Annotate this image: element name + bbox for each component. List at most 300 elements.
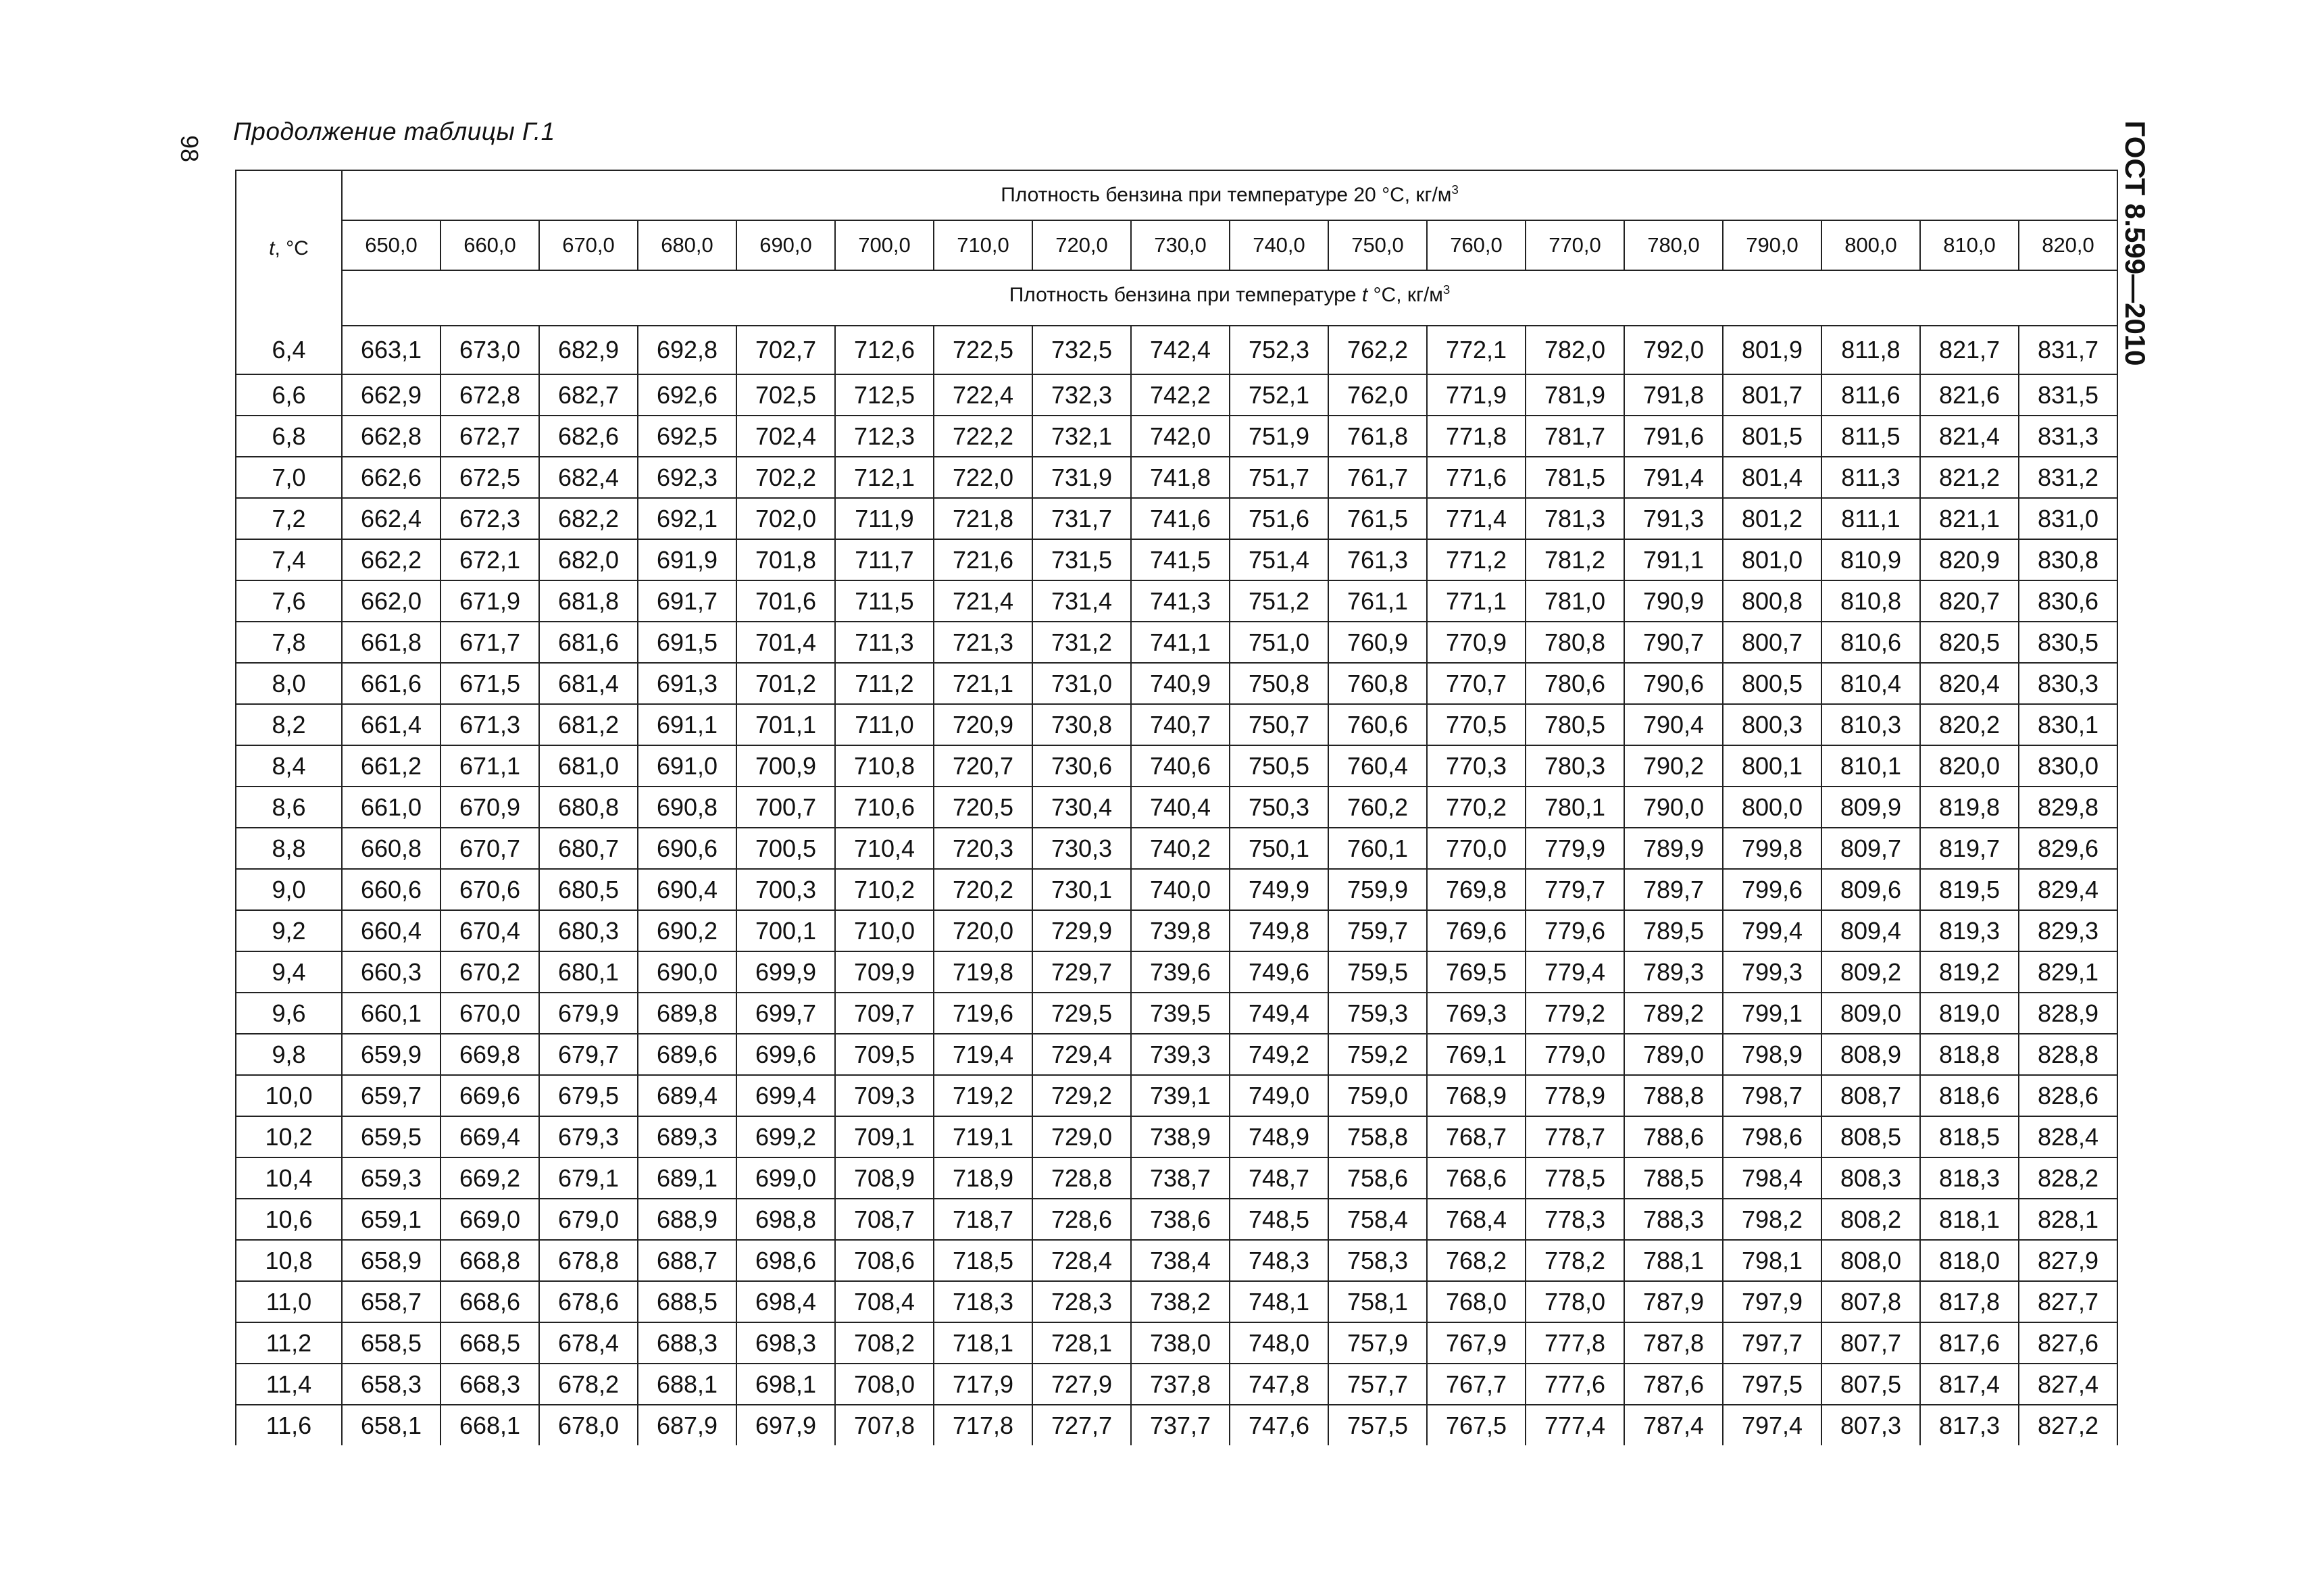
density-cell: 701,2 [736,663,835,704]
density-cell: 689,6 [638,1034,736,1075]
density-cell: 790,6 [1624,663,1723,704]
density-cell: 738,6 [1131,1199,1230,1240]
density-cell: 660,3 [342,951,441,993]
density-cell: 761,5 [1328,498,1427,539]
density-cell: 672,7 [441,416,539,457]
density-cell: 719,8 [934,951,1032,993]
density-cell: 798,9 [1723,1034,1821,1075]
density-cell: 718,5 [934,1240,1032,1281]
density-cell: 750,5 [1230,745,1328,787]
density-cell: 749,9 [1230,869,1328,910]
density-cell: 798,6 [1723,1116,1821,1157]
density-cell: 671,3 [441,704,539,745]
density-header-cell: 700,0 [835,220,934,270]
density-cell: 680,8 [539,787,638,828]
density-cell: 749,6 [1230,951,1328,993]
density-cell: 791,6 [1624,416,1723,457]
density-cell: 809,6 [1821,869,1920,910]
density-cell: 688,9 [638,1199,736,1240]
temperature-cell: 11,2 [236,1322,342,1364]
density-cell: 830,8 [2019,539,2117,580]
table-row [236,1075,2117,1116]
density-cell: 712,6 [835,326,934,374]
density-cell: 748,5 [1230,1199,1328,1240]
density-cell: 718,9 [934,1157,1032,1199]
density-cell: 688,5 [638,1281,736,1322]
temperature-cell: 7,4 [236,539,342,580]
density-cell: 699,2 [736,1116,835,1157]
density-cell: 778,5 [1526,1157,1624,1199]
density-cell: 692,1 [638,498,736,539]
density-cell: 702,2 [736,457,835,498]
density-cell: 759,2 [1328,1034,1427,1075]
density-cell: 818,8 [1920,1034,2019,1075]
density-cell: 780,6 [1526,663,1624,704]
density-cell: 778,0 [1526,1281,1624,1322]
temperature-cell: 6,4 [236,326,342,374]
density-cell: 708,7 [835,1199,934,1240]
density-cell: 702,0 [736,498,835,539]
density-cell: 682,2 [539,498,638,539]
density-cell: 740,2 [1131,828,1230,869]
density-cell: 729,7 [1032,951,1131,993]
density-cell: 811,1 [1821,498,1920,539]
density-cell: 810,8 [1821,580,1920,622]
density-header-cell: 650,0 [342,220,441,270]
density-cell: 787,9 [1624,1281,1723,1322]
density-cell: 790,2 [1624,745,1723,787]
density-header-cell: 780,0 [1624,220,1723,270]
density-cell: 787,8 [1624,1322,1723,1364]
density-cell: 762,2 [1328,326,1427,374]
density-cell: 742,2 [1131,374,1230,416]
density-cell: 768,2 [1427,1240,1526,1281]
density-cell: 661,0 [342,787,441,828]
density-cell: 658,7 [342,1281,441,1322]
density-cell: 699,9 [736,951,835,993]
density-cell: 769,3 [1427,993,1526,1034]
density-cell: 777,4 [1526,1405,1624,1445]
density-cell: 728,8 [1032,1157,1131,1199]
density-cell: 741,8 [1131,457,1230,498]
density-cell: 779,6 [1526,910,1624,951]
density-cell: 809,0 [1821,993,1920,1034]
density-cell: 740,9 [1131,663,1230,704]
density-cell: 789,2 [1624,993,1723,1034]
density-cell: 809,9 [1821,787,1920,828]
density-cell: 669,8 [441,1034,539,1075]
density-cell: 829,4 [2019,869,2117,910]
density-cell: 809,7 [1821,828,1920,869]
density-cell: 671,5 [441,663,539,704]
density-cell: 817,4 [1920,1364,2019,1405]
temperature-column-header [236,170,342,326]
density-cell: 689,4 [638,1075,736,1116]
density-cell: 818,3 [1920,1157,2019,1199]
density-cell: 770,5 [1427,704,1526,745]
table-caption: Продолжение таблицы Г.1 [233,118,555,145]
density-cell: 750,3 [1230,787,1328,828]
density-cell: 709,3 [835,1075,934,1116]
density-cell: 691,1 [638,704,736,745]
temperature-cell: 7,0 [236,457,342,498]
density-cell: 722,5 [934,326,1032,374]
density-cell: 817,3 [1920,1405,2019,1445]
density-cell: 741,1 [1131,622,1230,663]
density-cell: 768,0 [1427,1281,1526,1322]
density-cell: 690,6 [638,828,736,869]
density-cell: 791,1 [1624,539,1723,580]
density-cell: 760,2 [1328,787,1427,828]
density-cell: 670,0 [441,993,539,1034]
density-cell: 671,7 [441,622,539,663]
density-cell: 670,4 [441,910,539,951]
density-header-cell: 750,0 [1328,220,1427,270]
density-cell: 798,7 [1723,1075,1821,1116]
density-cell: 780,8 [1526,622,1624,663]
density-cell: 669,0 [441,1199,539,1240]
density-cell: 720,7 [934,745,1032,787]
density-cell: 749,0 [1230,1075,1328,1116]
density-cell: 801,0 [1723,539,1821,580]
density-cell: 768,4 [1427,1199,1526,1240]
density-cell: 660,6 [342,869,441,910]
density-20c-header-sup: 3 [1451,182,1459,197]
table-row [236,326,2117,374]
density-cell: 779,0 [1526,1034,1624,1075]
density-cell: 658,9 [342,1240,441,1281]
density-cell: 779,4 [1526,951,1624,993]
density-cell: 821,4 [1920,416,2019,457]
density-cell: 738,2 [1131,1281,1230,1322]
table-row [236,416,2117,457]
density-cell: 821,7 [1920,326,2019,374]
density-cell: 801,4 [1723,457,1821,498]
density-cell: 718,1 [934,1322,1032,1364]
table-row [236,1157,2117,1199]
density-cell: 710,0 [835,910,934,951]
density-cell: 827,4 [2019,1364,2117,1405]
density-cell: 688,7 [638,1240,736,1281]
density-cell: 739,6 [1131,951,1230,993]
density-cell: 742,4 [1131,326,1230,374]
header-gap [342,320,2117,326]
density-cell: 662,2 [342,539,441,580]
density-cell: 681,2 [539,704,638,745]
density-cell: 681,6 [539,622,638,663]
density-cell: 762,0 [1328,374,1427,416]
density-cell: 751,4 [1230,539,1328,580]
density-cell: 709,7 [835,993,934,1034]
density-cell: 660,4 [342,910,441,951]
density-cell: 702,5 [736,374,835,416]
density-cell: 778,2 [1526,1240,1624,1281]
temperature-cell: 8,6 [236,787,342,828]
density-cell: 759,9 [1328,869,1427,910]
density-cell: 760,4 [1328,745,1427,787]
density-table-container [235,170,2118,1445]
density-cell: 678,6 [539,1281,638,1322]
density-cell: 730,4 [1032,787,1131,828]
table-row [236,1322,2117,1364]
density-header-cell: 810,0 [1920,220,2019,270]
density-cell: 739,8 [1131,910,1230,951]
density-cell: 738,4 [1131,1240,1230,1281]
density-cell: 749,8 [1230,910,1328,951]
temperature-cell: 10,4 [236,1157,342,1199]
density-t-header-sup: 3 [1442,282,1451,297]
density-cell: 750,8 [1230,663,1328,704]
density-cell: 700,3 [736,869,835,910]
density-cell: 661,8 [342,622,441,663]
table-row [236,539,2117,580]
density-cell: 780,3 [1526,745,1624,787]
density-cell: 800,5 [1723,663,1821,704]
density-cell: 732,3 [1032,374,1131,416]
density-cell: 698,3 [736,1322,835,1364]
temperature-unit: , °C [274,236,309,259]
density-cell: 722,2 [934,416,1032,457]
density-cell: 659,9 [342,1034,441,1075]
density-cell: 731,5 [1032,539,1131,580]
density-cell: 789,3 [1624,951,1723,993]
table-header [236,170,2117,326]
density-cell: 659,5 [342,1116,441,1157]
density-cell: 807,3 [1821,1405,1920,1445]
density-cell: 748,0 [1230,1322,1328,1364]
density-cell: 708,2 [835,1322,934,1364]
density-cell: 771,4 [1427,498,1526,539]
density-cell: 732,1 [1032,416,1131,457]
table-row [236,1281,2117,1322]
temperature-cell: 10,6 [236,1199,342,1240]
density-cell: 679,3 [539,1116,638,1157]
density-cell: 810,1 [1821,745,1920,787]
density-header-cell: 680,0 [638,220,736,270]
density-header-cell: 790,0 [1723,220,1821,270]
density-cell: 829,1 [2019,951,2117,993]
density-cell: 829,3 [2019,910,2117,951]
density-cell: 710,6 [835,787,934,828]
density-cell: 700,5 [736,828,835,869]
density-cell: 770,2 [1427,787,1526,828]
density-cell: 668,1 [441,1405,539,1445]
density-cell: 750,1 [1230,828,1328,869]
density-cell: 688,1 [638,1364,736,1405]
table-row [236,1405,2117,1445]
density-cell: 730,3 [1032,828,1131,869]
density-cell: 738,7 [1131,1157,1230,1199]
density-cell: 681,4 [539,663,638,704]
density-cell: 752,1 [1230,374,1328,416]
density-cell: 702,7 [736,326,835,374]
density-cell: 820,0 [1920,745,2019,787]
temperature-cell: 10,2 [236,1116,342,1157]
density-cell: 690,2 [638,910,736,951]
table-row [236,457,2117,498]
density-cell: 672,3 [441,498,539,539]
density-cell: 699,6 [736,1034,835,1075]
density-cell: 697,9 [736,1405,835,1445]
density-cell: 831,3 [2019,416,2117,457]
density-cell: 781,5 [1526,457,1624,498]
density-cell: 682,4 [539,457,638,498]
density-cell: 819,0 [1920,993,2019,1034]
density-cell: 679,1 [539,1157,638,1199]
temperature-cell: 10,8 [236,1240,342,1281]
density-cell: 741,6 [1131,498,1230,539]
density-header-cell: 770,0 [1526,220,1624,270]
density-cell: 751,0 [1230,622,1328,663]
density-cell: 737,8 [1131,1364,1230,1405]
density-cell: 757,7 [1328,1364,1427,1405]
density-cell: 682,0 [539,539,638,580]
density-cell: 829,6 [2019,828,2117,869]
density-cell: 731,2 [1032,622,1131,663]
density-cell: 790,7 [1624,622,1723,663]
density-cell: 828,4 [2019,1116,2117,1157]
density-cell: 659,1 [342,1199,441,1240]
density-cell: 821,2 [1920,457,2019,498]
density-cell: 800,8 [1723,580,1821,622]
density-cell: 830,1 [2019,704,2117,745]
temperature-cell: 7,2 [236,498,342,539]
density-cell: 660,1 [342,993,441,1034]
density-cell: 691,9 [638,539,736,580]
density-cell: 729,4 [1032,1034,1131,1075]
table-row [236,1034,2117,1075]
density-20c-header-text: Плотность бензина при температуре 20 °C, кг/м [1001,184,1452,206]
density-cell: 758,1 [1328,1281,1427,1322]
density-cell: 661,4 [342,704,441,745]
density-cell: 748,7 [1230,1157,1328,1199]
density-cell: 751,2 [1230,580,1328,622]
density-cell: 810,4 [1821,663,1920,704]
density-cell: 760,8 [1328,663,1427,704]
table-row [236,704,2117,745]
density-cell: 700,7 [736,787,835,828]
density-cell: 670,2 [441,951,539,993]
density-cell: 761,8 [1328,416,1427,457]
density-cell: 690,8 [638,787,736,828]
density-cell: 758,4 [1328,1199,1427,1240]
density-cell: 821,1 [1920,498,2019,539]
density-cell: 788,1 [1624,1240,1723,1281]
density-cell: 828,8 [2019,1034,2117,1075]
density-cell: 689,8 [638,993,736,1034]
density-cell: 729,5 [1032,993,1131,1034]
density-cell: 811,8 [1821,326,1920,374]
density-cell: 807,5 [1821,1364,1920,1405]
density-cell: 820,9 [1920,539,2019,580]
density-cell: 830,3 [2019,663,2117,704]
density-cell: 828,9 [2019,993,2117,1034]
density-cell: 711,0 [835,704,934,745]
density-cell: 817,8 [1920,1281,2019,1322]
density-cell: 760,6 [1328,704,1427,745]
density-cell: 768,9 [1427,1075,1526,1116]
density-cell: 801,9 [1723,326,1821,374]
density-cell: 827,9 [2019,1240,2117,1281]
density-cell: 742,0 [1131,416,1230,457]
density-cell: 819,5 [1920,869,2019,910]
density-cell: 807,7 [1821,1322,1920,1364]
density-cell: 761,7 [1328,457,1427,498]
density-cell: 669,6 [441,1075,539,1116]
density-cell: 782,0 [1526,326,1624,374]
density-cell: 770,0 [1427,828,1526,869]
density-cell: 771,6 [1427,457,1526,498]
density-cell: 721,1 [934,663,1032,704]
density-cell: 808,0 [1821,1240,1920,1281]
temperature-cell: 9,4 [236,951,342,993]
density-cell: 807,8 [1821,1281,1920,1322]
table-row [236,1240,2117,1281]
temperature-cell: 10,0 [236,1075,342,1116]
density-cell: 778,9 [1526,1075,1624,1116]
density-cell: 721,8 [934,498,1032,539]
density-cell: 787,4 [1624,1405,1723,1445]
density-cell: 781,0 [1526,580,1624,622]
density-cell: 740,6 [1131,745,1230,787]
density-cell: 810,9 [1821,539,1920,580]
density-cell: 777,6 [1526,1364,1624,1405]
density-cell: 820,7 [1920,580,2019,622]
density-cell: 679,0 [539,1199,638,1240]
temperature-var: t [269,236,275,259]
density-cell: 791,3 [1624,498,1723,539]
density-cell: 791,4 [1624,457,1723,498]
density-cell: 700,1 [736,910,835,951]
density-cell: 790,9 [1624,580,1723,622]
density-cell: 711,5 [835,580,934,622]
table-row [236,374,2117,416]
density-cell: 701,1 [736,704,835,745]
density-cell: 670,6 [441,869,539,910]
temperature-cell: 9,2 [236,910,342,951]
density-cell: 778,3 [1526,1199,1624,1240]
density-cell: 759,3 [1328,993,1427,1034]
density-cell: 831,5 [2019,374,2117,416]
density-cell: 749,4 [1230,993,1328,1034]
table-row [236,498,2117,539]
density-cell: 708,6 [835,1240,934,1281]
density-cell: 678,4 [539,1322,638,1364]
density-cell: 692,3 [638,457,736,498]
table-row [236,622,2117,663]
density-cell: 818,6 [1920,1075,2019,1116]
density-cell: 690,4 [638,869,736,910]
density-cell: 768,6 [1427,1157,1526,1199]
density-cell: 767,9 [1427,1322,1526,1364]
density-cell: 708,0 [835,1364,934,1405]
density-cell: 727,7 [1032,1405,1131,1445]
density-cell: 680,3 [539,910,638,951]
density-cell: 711,9 [835,498,934,539]
density-cell: 721,4 [934,580,1032,622]
density-cell: 821,6 [1920,374,2019,416]
density-cell: 679,7 [539,1034,638,1075]
density-cell: 808,9 [1821,1034,1920,1075]
density-cell: 681,8 [539,580,638,622]
density-cell: 729,2 [1032,1075,1131,1116]
density-cell: 799,1 [1723,993,1821,1034]
density-cell: 739,5 [1131,993,1230,1034]
density-cell: 692,8 [638,326,736,374]
density-cell: 729,9 [1032,910,1131,951]
density-cell: 820,2 [1920,704,2019,745]
density-cell: 797,4 [1723,1405,1821,1445]
